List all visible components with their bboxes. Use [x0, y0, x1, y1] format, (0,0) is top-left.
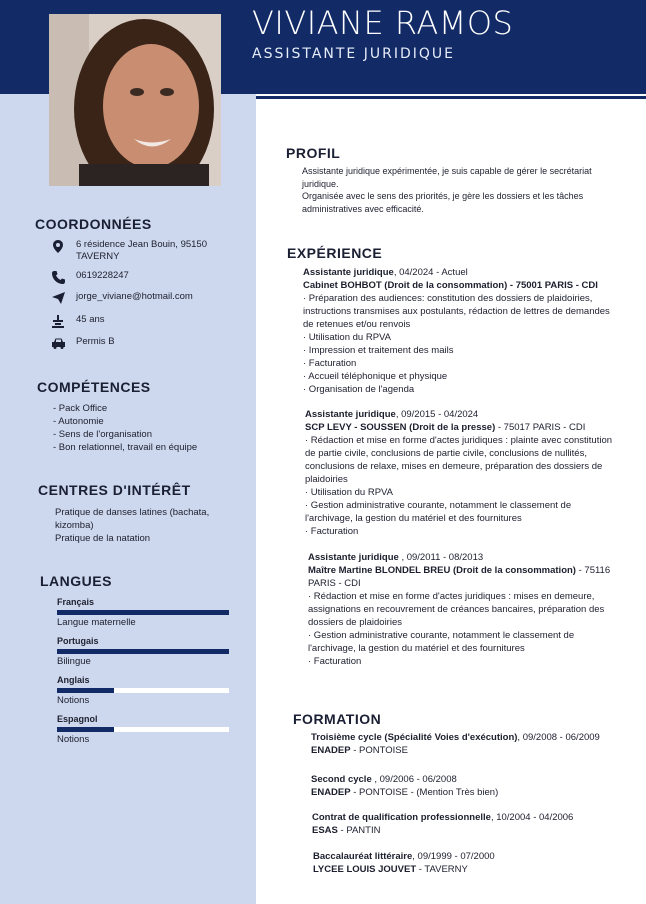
contact-license [50, 336, 115, 350]
address-text: 6 résidence Jean Bouin, 95150 TAVERNY [76, 239, 207, 262]
languages-section-title: LANGUES [40, 573, 112, 589]
job-employer [308, 564, 624, 590]
language-level: Bilingue [57, 656, 91, 667]
job-title: Assistante juridique [308, 552, 399, 563]
language-name: Espagnol [57, 714, 98, 724]
employer-name: Maître Martine BLONDEL BREU (Droit de la consommation) [308, 565, 576, 576]
degree-name: Baccalauréat littéraire [313, 851, 413, 862]
language-item [57, 675, 229, 706]
job-bullets [308, 590, 624, 668]
contact-address [50, 239, 216, 263]
job-bullet: · Accueil téléphonique et physique [303, 371, 448, 382]
school-place: - TAVERNY [416, 864, 468, 875]
language-name: Français [57, 597, 95, 607]
job-dates: , 09/2011 - 08/2013 [398, 552, 484, 563]
candidate-title: ASSISTANTE JURIDIQUE [252, 46, 455, 62]
language-level-fill [57, 727, 114, 732]
car-icon [50, 336, 66, 350]
job-role [303, 266, 621, 279]
portrait-image [49, 14, 221, 186]
job-bullet: · Impression et traitement des mails [303, 345, 454, 356]
job-employer [303, 279, 621, 292]
degree-name: Second cycle [311, 774, 372, 785]
school-name: ESAS [312, 825, 338, 836]
education-entry [311, 731, 631, 757]
phone-icon [50, 270, 66, 284]
phone-text: 0619228247 [76, 270, 129, 281]
job-bullet: · Préparation des audiences: constitution des dossiers de plaidoiries, instructions transmises aux postulants, rédaction de lettres de demandes de retenues et/ou renvois [303, 293, 610, 330]
interest-item: Pratique de la natation [55, 533, 151, 544]
job-employer [305, 421, 615, 434]
contact-phone [50, 270, 129, 284]
job-bullets [303, 292, 621, 396]
age-text: 45 ans [76, 314, 105, 325]
job-entry [305, 408, 615, 538]
language-name: Portugais [57, 636, 99, 646]
contact-age [50, 314, 105, 328]
profile-photo [49, 14, 221, 186]
language-item [57, 714, 229, 745]
skill-item: - Pack Office [53, 403, 108, 414]
job-bullets [305, 434, 615, 538]
language-level-bar [57, 610, 229, 615]
language-level-fill [57, 688, 114, 693]
job-bullet: · Facturation [303, 358, 357, 369]
location-icon [50, 239, 66, 253]
language-name: Anglais [57, 675, 90, 685]
candidate-name: VIVIANE RAMOS [252, 4, 514, 42]
job-bullet: · Utilisation du RPVA [305, 487, 393, 498]
language-level-bar [57, 688, 229, 693]
education-entry [311, 773, 631, 799]
education-entry [313, 850, 633, 876]
school-place: - PANTIN [337, 825, 381, 836]
job-bullet: · Rédaction et mise en forme d'actes juridiques : plainte avec constitution de partie civile, conclusions de partie civile, conclusions de nullités, conclusions de relaxe, mises en demeure, préparation des dossiers de plaidoiries [305, 435, 613, 485]
language-level-fill [57, 610, 229, 615]
interests-section-title: CENTRES D'INTÉRÊT [38, 482, 191, 498]
language-level-bar [57, 649, 229, 654]
interests-list [55, 506, 215, 545]
job-role [308, 551, 624, 564]
degree-dates: , 09/1999 - 07/2000 [412, 851, 495, 862]
degree-dates: , 09/2006 - 06/2008 [371, 774, 457, 785]
job-dates: , 04/2024 - Actuel [393, 267, 468, 278]
job-bullet: · Utilisation du RPVA [303, 332, 391, 343]
school-name: ENADEP [311, 745, 351, 756]
contact-section-title: COORDONNÉES [35, 216, 152, 232]
degree-name: Troisième cycle (Spécialité Voies d'exécution) [311, 732, 518, 743]
job-title: Assistante juridique [305, 409, 396, 420]
send-icon [50, 291, 66, 305]
contact-email [50, 291, 193, 305]
language-level-fill [57, 649, 229, 654]
degree-dates: , 09/2008 - 06/2009 [517, 732, 600, 743]
job-title: Assistante juridique [303, 267, 394, 278]
job-bullet: · Facturation [308, 656, 362, 667]
skills-list [53, 402, 197, 454]
language-level: Langue maternelle [57, 617, 136, 628]
employer-location: - 75017 PARIS - CDI [495, 422, 586, 433]
skill-item: - Sens de l'organisation [53, 429, 152, 440]
person-icon [50, 314, 66, 328]
education-entry [312, 811, 632, 837]
degree-name: Contrat de qualification professionnelle [312, 812, 491, 823]
profile-line: Organisée avec le sens des priorités, je gère les dossiers et les tâches administratives avec efficacité. [302, 191, 584, 214]
employer-location: - 75116 PARIS - CDI [308, 565, 611, 589]
language-item [57, 597, 229, 628]
job-bullet: · Gestion administrative courante, notamment le classement de l'archivage, la gestion du matériel et des fournitures [308, 630, 575, 654]
skill-item: - Bon relationnel, travail en équipe [53, 442, 198, 453]
employer-name: Cabinet BOHBOT (Droit de la consommation) - 75001 PARIS - CDI [303, 280, 598, 291]
experience-section-title: EXPÉRIENCE [287, 245, 383, 261]
job-bullet: · Facturation [305, 526, 359, 537]
job-entry [308, 551, 624, 668]
profile-section-title: PROFIL [286, 145, 341, 161]
job-bullet: · Organisation de l'agenda [303, 384, 415, 395]
language-level: Notions [57, 695, 90, 706]
job-entry [303, 266, 621, 396]
school-place: - PONTOISE [350, 745, 408, 756]
email-text[interactable]: jorge_viviane@hotmail.com [76, 291, 193, 302]
language-item [57, 636, 229, 667]
job-dates: , 09/2015 - 04/2024 [395, 409, 479, 420]
job-role [305, 408, 615, 421]
degree-dates: , 10/2004 - 04/2006 [490, 812, 574, 823]
school-place: - PONTOISE - (Mention Très bien) [350, 787, 499, 798]
job-bullet: · Gestion administrative courante, notamment le classement de l'archivage, la gestion du matériel et des fournitures [305, 500, 572, 524]
interest-item: Pratique de danses latines (bachata, kizomba) [55, 507, 210, 531]
employer-name: SCP LEVY - SOUSSEN (Droit de la presse) [305, 422, 496, 433]
skills-section-title: COMPÉTENCES [37, 379, 151, 395]
language-level: Notions [57, 734, 90, 745]
school-name: LYCEE LOUIS JOUVET [313, 864, 417, 875]
language-level-bar [57, 727, 229, 732]
profile-line: Assistante juridique expérimentée, je suis capable de gérer le secrétariat juridique. [302, 166, 592, 189]
license-text: Permis B [76, 336, 115, 347]
job-bullet: · Rédaction et mise en forme d'actes juridiques : mises en demeure, assignations en recouvrement de créances bancaires, préparation des dossiers de plaidoiries [308, 591, 605, 628]
profile-text [302, 165, 620, 215]
school-name: ENADEP [311, 787, 351, 798]
education-section-title: FORMATION [293, 711, 382, 727]
skill-item: - Autonomie [53, 416, 104, 427]
